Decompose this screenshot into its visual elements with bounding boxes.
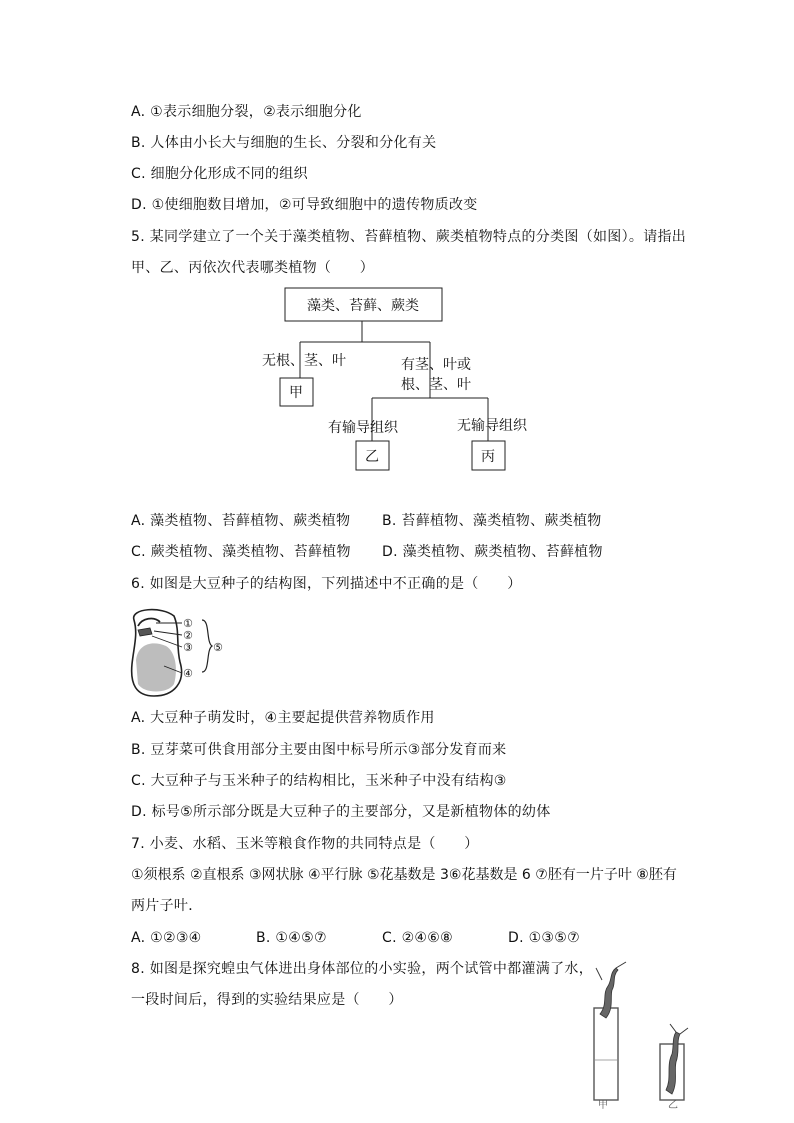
sub-left-label: 有输导组织 (328, 420, 398, 436)
sub-right-label: 无输导组织 (457, 418, 527, 434)
q5-option-d: D. 藻类植物、蕨类植物、苔藓植物 (382, 544, 603, 560)
q6-stem: 6. 如图是大豆种子的结构图，下列描述中不正确的是（ ） (131, 576, 522, 592)
root-label: 藻类、苔藓、蕨类 (307, 298, 419, 314)
tube-label-jia: 甲 (598, 1100, 608, 1110)
box-yi-label: 乙 (365, 449, 379, 465)
q7-option-b: B. ①④⑤⑦ (256, 930, 327, 946)
q6-option-c: C. 大豆种子与玉米种子的结构相比，玉米种子中没有结构③ (131, 773, 507, 789)
seed-label-1: ① (183, 617, 193, 630)
grasshopper-test-tube-figure (582, 960, 692, 1110)
q5-option-c: C. 蕨类植物、藻类植物、苔藓植物 (131, 544, 351, 560)
left-branch-label: 无根、茎、叶 (262, 353, 346, 369)
seed-label-5: ⑤ (213, 641, 223, 654)
tube-label-yi: 乙 (668, 1100, 678, 1110)
q7-stem: 7. 小麦、水稻、玉米等粮食作物的共同特点是（ ） (131, 836, 479, 852)
classification-diagram (0, 0, 794, 520)
right-branch-label-2: 根、茎、叶 (401, 377, 471, 393)
q6-option-b: B. 豆芽菜可供食用部分主要由图中标号所示③部分发育而来 (131, 742, 507, 758)
q8-stem-line2: 一段时间后，得到的实验结果应是（ ） (131, 992, 403, 1008)
seed-label-4: ④ (183, 667, 193, 680)
q7-option-c: C. ②④⑥⑧ (382, 930, 453, 946)
test-tube-jia (594, 1008, 618, 1100)
q4-option-d: D. ①使细胞数目增加，②可导致细胞中的遗传物质改变 (131, 197, 478, 213)
seed-label-3: ③ (183, 641, 193, 654)
q6-option-d: D. 标号⑤所示部分既是大豆种子的主要部分，又是新植物体的幼体 (131, 804, 551, 820)
box-bing-label: 丙 (481, 449, 495, 465)
q8-stem-line1: 8. 如图是探究蝗虫气体进出身体部位的小实验，两个试管中都灌满了水， (131, 961, 594, 977)
q5-option-b: B. 苔藓植物、藻类植物、蕨类植物 (382, 513, 602, 529)
soybean-seed-figure (124, 604, 234, 700)
q5-stem-line1: 5. 某同学建立了一个关于藻类植物、苔藓植物、蕨类植物特点的分类图（如图）。请指出 (131, 229, 687, 245)
seed-label-2: ② (183, 629, 193, 642)
q7-option-a: A. ①②③④ (131, 930, 202, 946)
q5-stem-line2: 甲、乙、丙依次代表哪类植物（ ） (131, 260, 375, 276)
q7-features-line2: 两片子叶． (131, 898, 203, 914)
right-branch-label-1: 有茎、叶或 (401, 357, 471, 373)
q7-option-d: D. ①③⑤⑦ (508, 930, 580, 946)
q4-option-b: B. 人体由小长大与细胞的生长、分裂和分化有关 (131, 135, 437, 151)
q5-option-a: A. 藻类植物、苔藓植物、蕨类植物 (131, 513, 351, 529)
q6-option-a: A. 大豆种子萌发时，④主要起提供营养物质作用 (131, 710, 435, 726)
q7-features-line1: ①须根系 ②直根系 ③网状脉 ④平行脉 ⑤花基数是 3⑥花基数是 6 ⑦胚有一片子叶 ⑧胚有 (131, 867, 677, 883)
box-jia-label: 甲 (289, 385, 303, 401)
q4-option-c: C. 细胞分化形成不同的组织 (131, 166, 308, 182)
q4-option-a: A. ①表示细胞分裂，②表示细胞分化 (131, 104, 362, 120)
